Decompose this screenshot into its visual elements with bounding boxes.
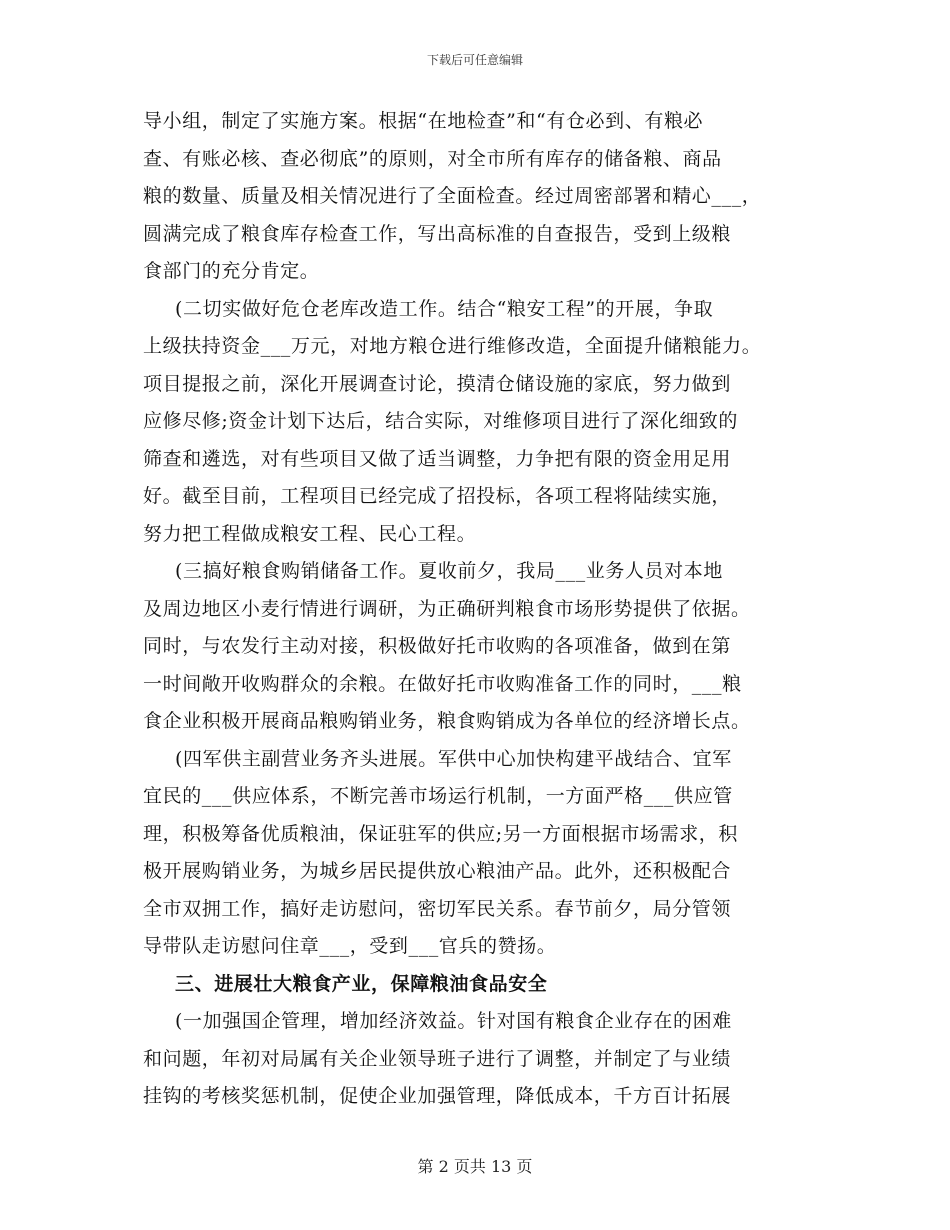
paragraph-start: (一加强国企管理，增加经济效益。针对国有粮食企业存在的困难 xyxy=(175,1010,732,1032)
text-line: 和问题，年初对局属有关企业领导班子进行了调整，并制定了与业绩 xyxy=(143,1047,732,1070)
paragraph-start: (二切实做好危仓老库改造工作。结合“粮安工程”的开展，争取 xyxy=(175,297,714,320)
page-number-footer: 第 2 页共 13 页 xyxy=(417,1157,533,1176)
text-line: 挂钩的考核奖惩机制，促使企业加强管理，降低成本，千方百计拓展 xyxy=(143,1085,732,1107)
section-heading: 三、进展壮大粮食产业，保障粮油食品安全 xyxy=(175,972,548,995)
paragraph-start: (三搞好粮食购销储备工作。夏收前夕，我局___业务人员对本地 xyxy=(175,560,723,582)
text-line: 上级扶持资金___万元，对地方粮仓进行维修改造，全面提升储粮能力。 xyxy=(143,335,762,357)
text-line: 项目提报之前，深化开展调查讨论，摸清仓储设施的家底，努力做到 xyxy=(143,372,732,395)
document-body xyxy=(143,103,823,1116)
text-line: 宜民的___供应体系，不断完善市场运行机制，一方面严格___供应管 xyxy=(143,785,733,807)
paragraph-start: (四军供主副营业务齐头进展。军供中心加快构建平战结合、宜军 xyxy=(175,747,732,770)
text-line: 食部门的充分肯定。 xyxy=(143,260,320,282)
text-line: 应修尽修;资金计划下达后，结合实际，对维修项目进行了深化细致的 xyxy=(143,410,739,432)
text-line: 食企业积极开展商品粮购销业务，粮食购销成为各单位的经济增长点。 xyxy=(143,710,751,732)
text-line: 筛查和遴选，对有些项目又做了适当调整，力争把有限的资金用足用 xyxy=(143,447,732,470)
text-line: 理，积极筹备优质粮油，保证驻军的供应;另一方面根据市场需求，积 xyxy=(143,822,739,845)
text-line: 查、有账必核、查必彻底”的原则，对全市所有库存的储备粮、商品 xyxy=(143,147,722,170)
text-line: 同时，与农发行主动对接，积极做好托市收购的各项准备，做到在第 xyxy=(143,635,732,657)
text-line: 圆满完成了粮食库存检查工作，写出高标准的自查报告，受到上级粮 xyxy=(143,222,732,245)
text-line: 粮的数量、质量及相关情况进行了全面检查。经过周密部署和精心___， xyxy=(143,185,762,207)
text-line: 好。截至目前，工程项目已经完成了招投标，各项工程将陆续实施， xyxy=(143,485,732,507)
text-line: 及周边地区小麦行情进行调研，为正确研判粮食市场形势提供了依据。 xyxy=(143,597,751,620)
text-line: 全市双拥工作，搞好走访慰问，密切军民关系。春节前夕，局分管领 xyxy=(143,897,732,920)
page-header: 下载后可任意编辑 xyxy=(426,53,523,67)
text-line: 导小组，制定了实施方案。根据“在地检查”和“有仓必到、有粮必 xyxy=(143,110,704,132)
text-line: 导带队走访慰问住章___，受到___官兵的赞扬。 xyxy=(143,935,557,957)
text-line: 一时间敞开收购群众的余粮。在做好托市收购准备工作的同时，___粮 xyxy=(143,672,742,695)
text-line: 努力把工程做成粮安工程、民心工程。 xyxy=(143,522,477,545)
text-line: 极开展购销业务，为城乡居民提供放心粮油产品。此外，还积极配合 xyxy=(143,860,732,882)
